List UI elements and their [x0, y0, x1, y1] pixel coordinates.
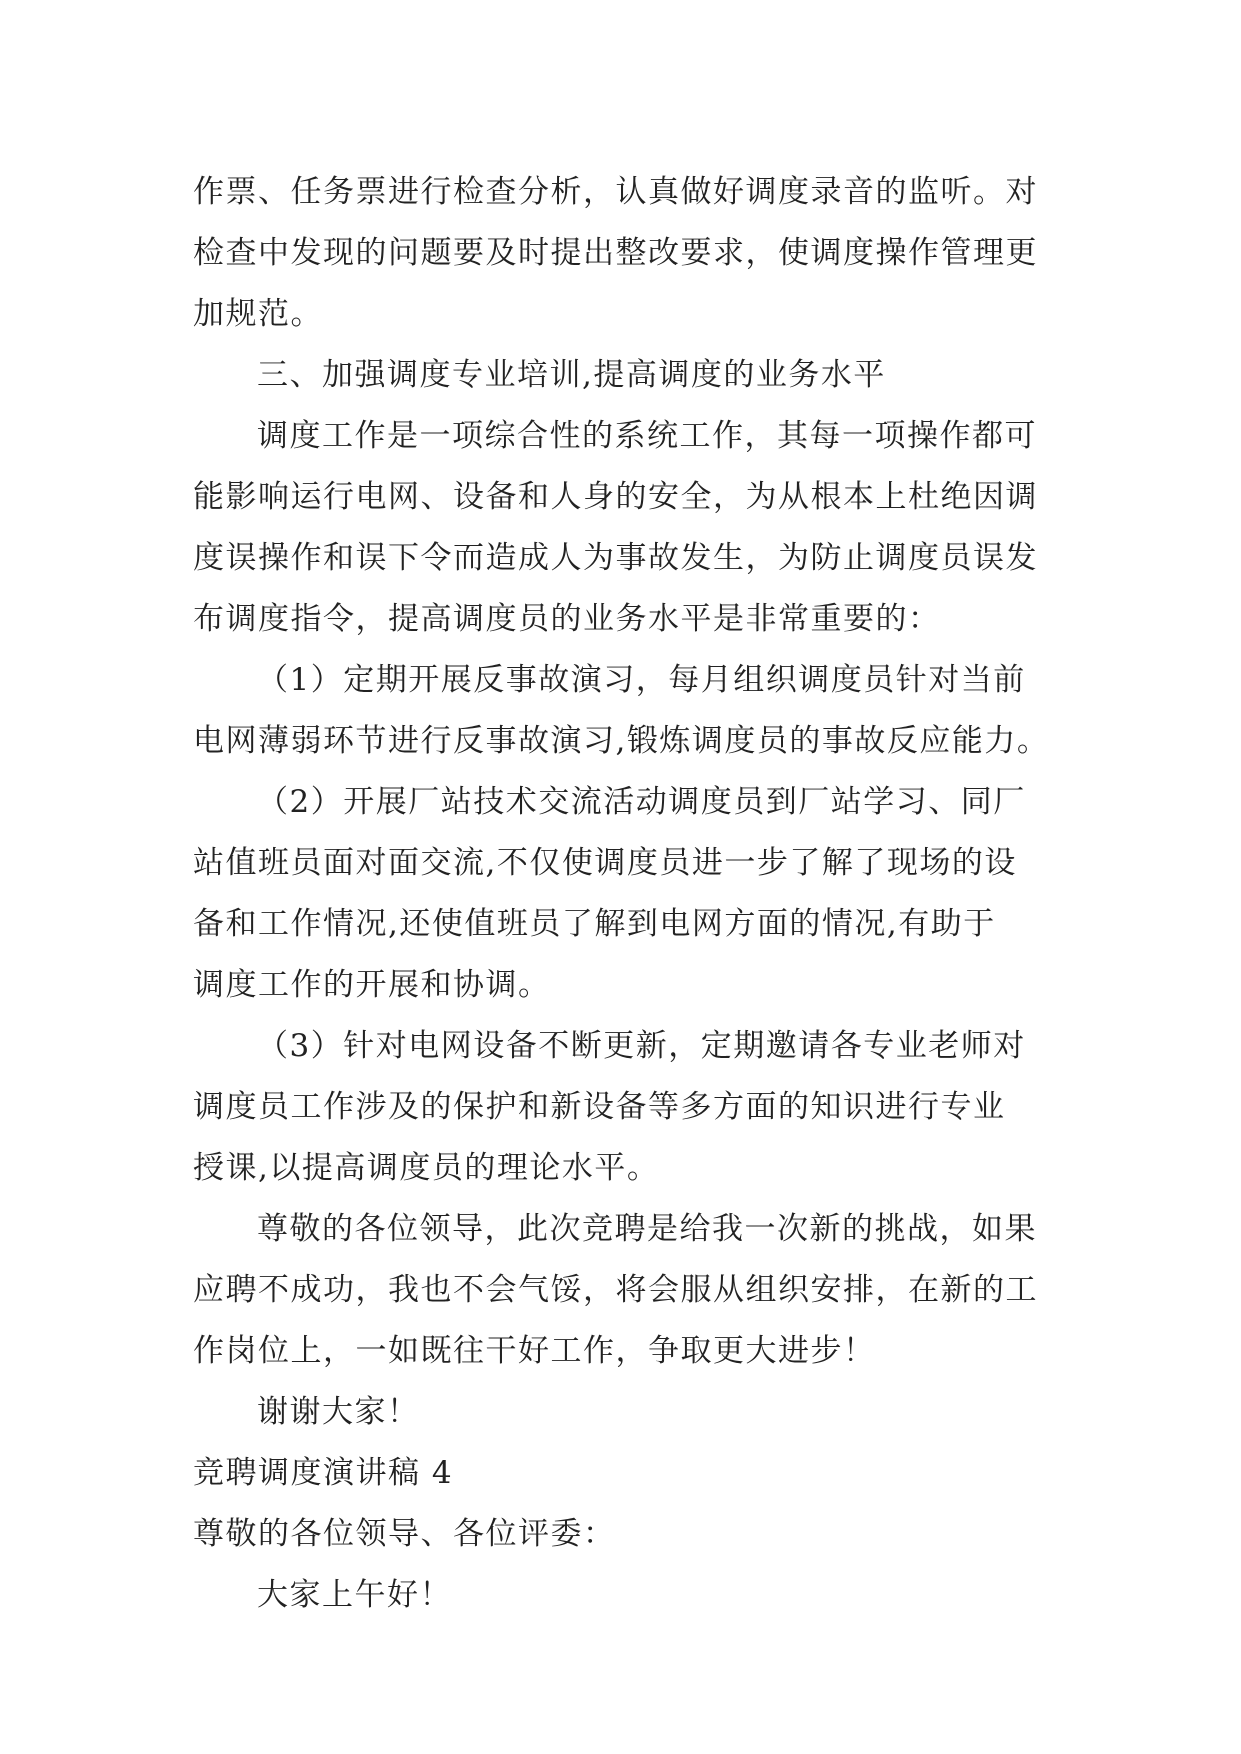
paragraph-line: 尊敬的各位领导，此次竞聘是给我一次新的挑战，如果 [257, 1211, 1037, 1247]
paragraph-line: 应聘不成功，我也不会气馁，将会服从组织安排，在新的工 [193, 1272, 1038, 1308]
list-item-line: 调度工作的开展和协调。 [193, 967, 551, 1003]
closing-line: 谢谢大家！ [257, 1394, 420, 1430]
list-item-line: （2）开展厂站技术交流活动调度员到厂站学习、同厂 [257, 784, 1026, 820]
paragraph-line: 作票、任务票进行检查分析，认真做好调度录音的监听。对 [193, 174, 1038, 210]
paragraph-line: 布调度指令，提高调度员的业务水平是非常重要的： [193, 601, 941, 637]
document-body [193, 162, 1053, 1626]
paragraph-line: 加规范。 [193, 296, 323, 332]
salutation: 尊敬的各位领导、各位评委： [193, 1516, 616, 1552]
list-item-line: （1）定期开展反事故演习，每月组织调度员针对当前 [257, 662, 1026, 698]
paragraph-line: 作岗位上，一如既往干好工作，争取更大进步！ [193, 1333, 876, 1369]
paragraph-line: 检查中发现的问题要及时提出整改要求，使调度操作管理更 [193, 235, 1038, 271]
list-item-line: 调度员工作涉及的保护和新设备等多方面的知识进行专业 [193, 1089, 1006, 1125]
list-item-line: 授课,以提高调度员的理论水平。 [193, 1150, 660, 1186]
list-item-line: 备和工作情况,还使值班员了解到电网方面的情况,有助于 [193, 906, 996, 942]
greeting: 大家上午好！ [257, 1577, 452, 1613]
list-item-line: 站值班员面对面交流,不仅使调度员进一步了解了现场的设 [193, 845, 1017, 881]
list-item-line: 电网薄弱环节进行反事故演习,锻炼调度员的事故反应能力。 [193, 723, 1050, 759]
document-title: 竞聘调度演讲稿 4 [193, 1455, 454, 1491]
section-heading: 三、加强调度专业培训,提高调度的业务水平 [257, 357, 886, 393]
paragraph-line: 度误操作和误下令而造成人为事故发生，为防止调度员误发 [193, 540, 1038, 576]
paragraph-line: 能影响运行电网、设备和人身的安全，为从根本上杜绝因调 [193, 479, 1038, 515]
list-item-line: （3）针对电网设备不断更新，定期邀请各专业老师对 [257, 1028, 1026, 1064]
paragraph-line: 调度工作是一项综合性的系统工作，其每一项操作都可 [257, 418, 1037, 454]
